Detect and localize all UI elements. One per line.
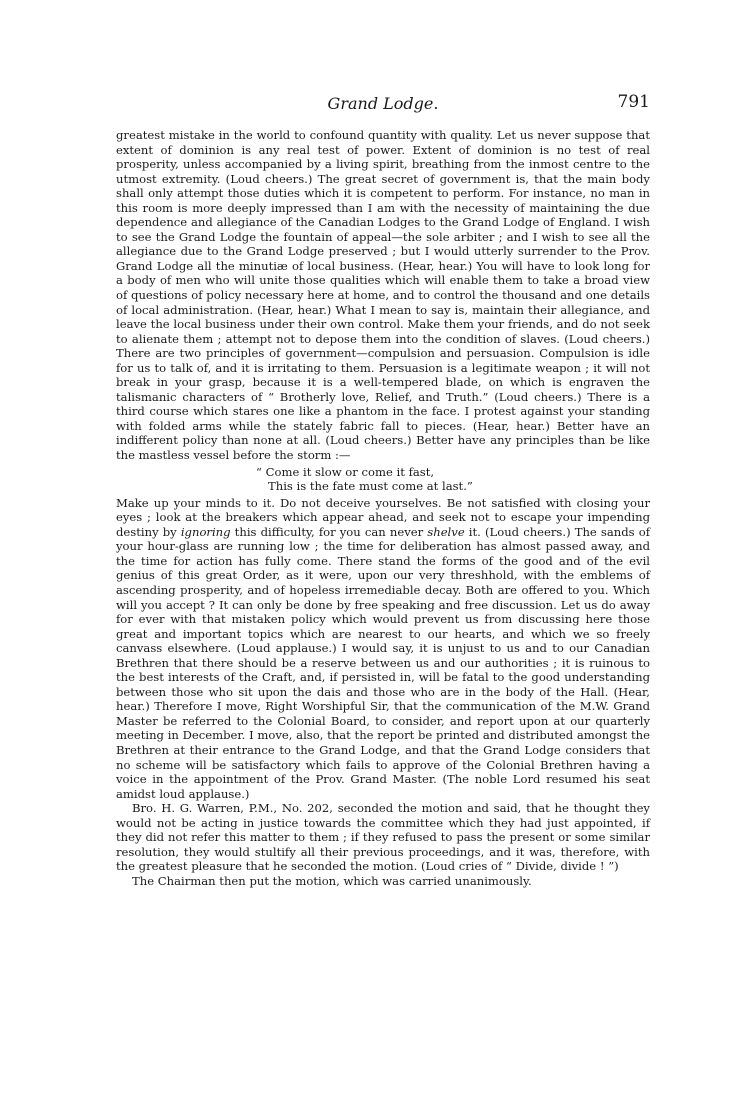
verse-quote (116, 465, 650, 494)
italic-ignoring: ignoring (180, 524, 231, 539)
paragraph-2-part-a: Make up your minds to it. Do not deceive yourselves. Be not satisfied with closing your eyes ; look at the breakers which appear ahead, and seek not to escape your impending destiny by (116, 495, 650, 539)
running-head (116, 92, 650, 116)
body-text (116, 128, 650, 888)
paragraph-2 (116, 496, 650, 801)
verse-line-2: This is the fate must come at last.” (268, 479, 473, 494)
page-number: 791 (617, 92, 650, 112)
paragraph-4: The Chairman then put the motion, which was carried unanimously. (132, 873, 532, 888)
paragraph-2-part-c: it. (Loud cheers.) The sands of your hour-glass are running low ; the time for deliberation has almost passed away, and the time for action has fully come. There stand the forms of the good and of the evil genius of this great Order, as it were, upon our very threshhold, with the emblems of ascending prosperity, and of hopeless irremediable decay. Both are offered to you. Which will you accept ? It can only be done by free speaking and free discussion. Let us do away for ever with that mistaken policy which would prevent us from discussing here those great and important topics which are nearest to our hearts, and which we so freely canvass elsewhere. (Loud applause.) I would say, it is unjust to us and to our Canadian Brethren that there should be a reserve between us and our authorities ; it is ruinous to the best interests of the Craft, and, if persisted in, will be fatal to the good understanding between those who sit upon the dais and those who are in the body of the Hall. (Hear, hear.) Therefore I move, Right Worshipful Sir, that the communication of the M.W. Grand Master be referred to the Colonial Board, to consider, and report upon at our quarterly meeting in December. I move, also, that the report be printed and distributed amongst the Brethren at their entrance to the Grand Lodge, and that the Grand Lodge considers that no scheme will be satisfactory which fails to approve of the Colonial Brethren having a voice in the appointment of the Prov. Grand Master. (The noble Lord resumed his seat amidst loud applause.) (116, 524, 650, 801)
paragraph-1: greatest mistake in the world to confound quantity with quality. Let us never suppose that extent of dominion is any real test of power. Extent of dominion is no test of real prosperity, unless accompanied by a living spirit, breathing from the inmost centre to the utmost extremity. (Loud cheers.) The great secret of government is, that the main body shall only attempt those duties which it is competent to perform. For instance, no man in this room is more deeply impressed than I am with the necessity of maintaining the due dependence and allegiance of the Canadian Lodges to the Grand Lodge of England. I wish to see the Grand Lodge the fountain of appeal—the sole arbiter ; and I wish to see all the allegiance due to the Grand Lodge preserved ; but I would utterly surrender to the Prov. Grand Lodge all the minutiæ of local business. (Hear, hear.) You will have to look long for a body of men who will unite those qualities which will enable them to take a broad view of questions of policy necessary here at home, and to control the thousand and one details of local administration. (Hear, hear.) What I mean to say is, maintain their allegiance, and leave the local business under their own control. Make them your friends, and do not seek to alienate them ; attempt not to depose them into the condition of slaves. (Loud cheers.) There are two principles of government—compulsion and persuasion. Compulsion is idle for us to talk of, and it is irritating to them. Persuasion is a legitimate weapon ; it will not break in your grasp, because it is a well-tempered blade, on which is engraven the talismanic characters of “ Brotherly love, Relief, and Truth.” (Loud cheers.) There is a third course which stares one like a phantom in the face. I protest against your standing with folded arms while the stately fabric fall to pieces. (Hear, hear.) Better have an indifferent policy than none at all. (Loud cheers.) Better have any principles than be like the mastless vessel before the storm :— (116, 128, 650, 463)
verse-line-1: “ Come it slow or come it fast, (256, 464, 435, 479)
italic-shelve: shelve (427, 524, 465, 539)
paragraph-2-part-b: this difficulty, for you can never (230, 524, 428, 539)
paragraph-3: Bro. H. G. Warren, P.M., No. 202, seconded the motion and said, that he thought they would not be acting in justice towards the committee which they had just appointed, if they did not refer this matter to them ; if they refused to pass the present or some similar resolution, they would stultify all their previous proceedings, and it was, therefore, with the greatest pleasure that he seconded the motion. (Loud cries of “ Divide, divide ! ”) (116, 801, 650, 874)
running-title: Grand Lodge. (327, 94, 439, 113)
page (116, 92, 650, 888)
